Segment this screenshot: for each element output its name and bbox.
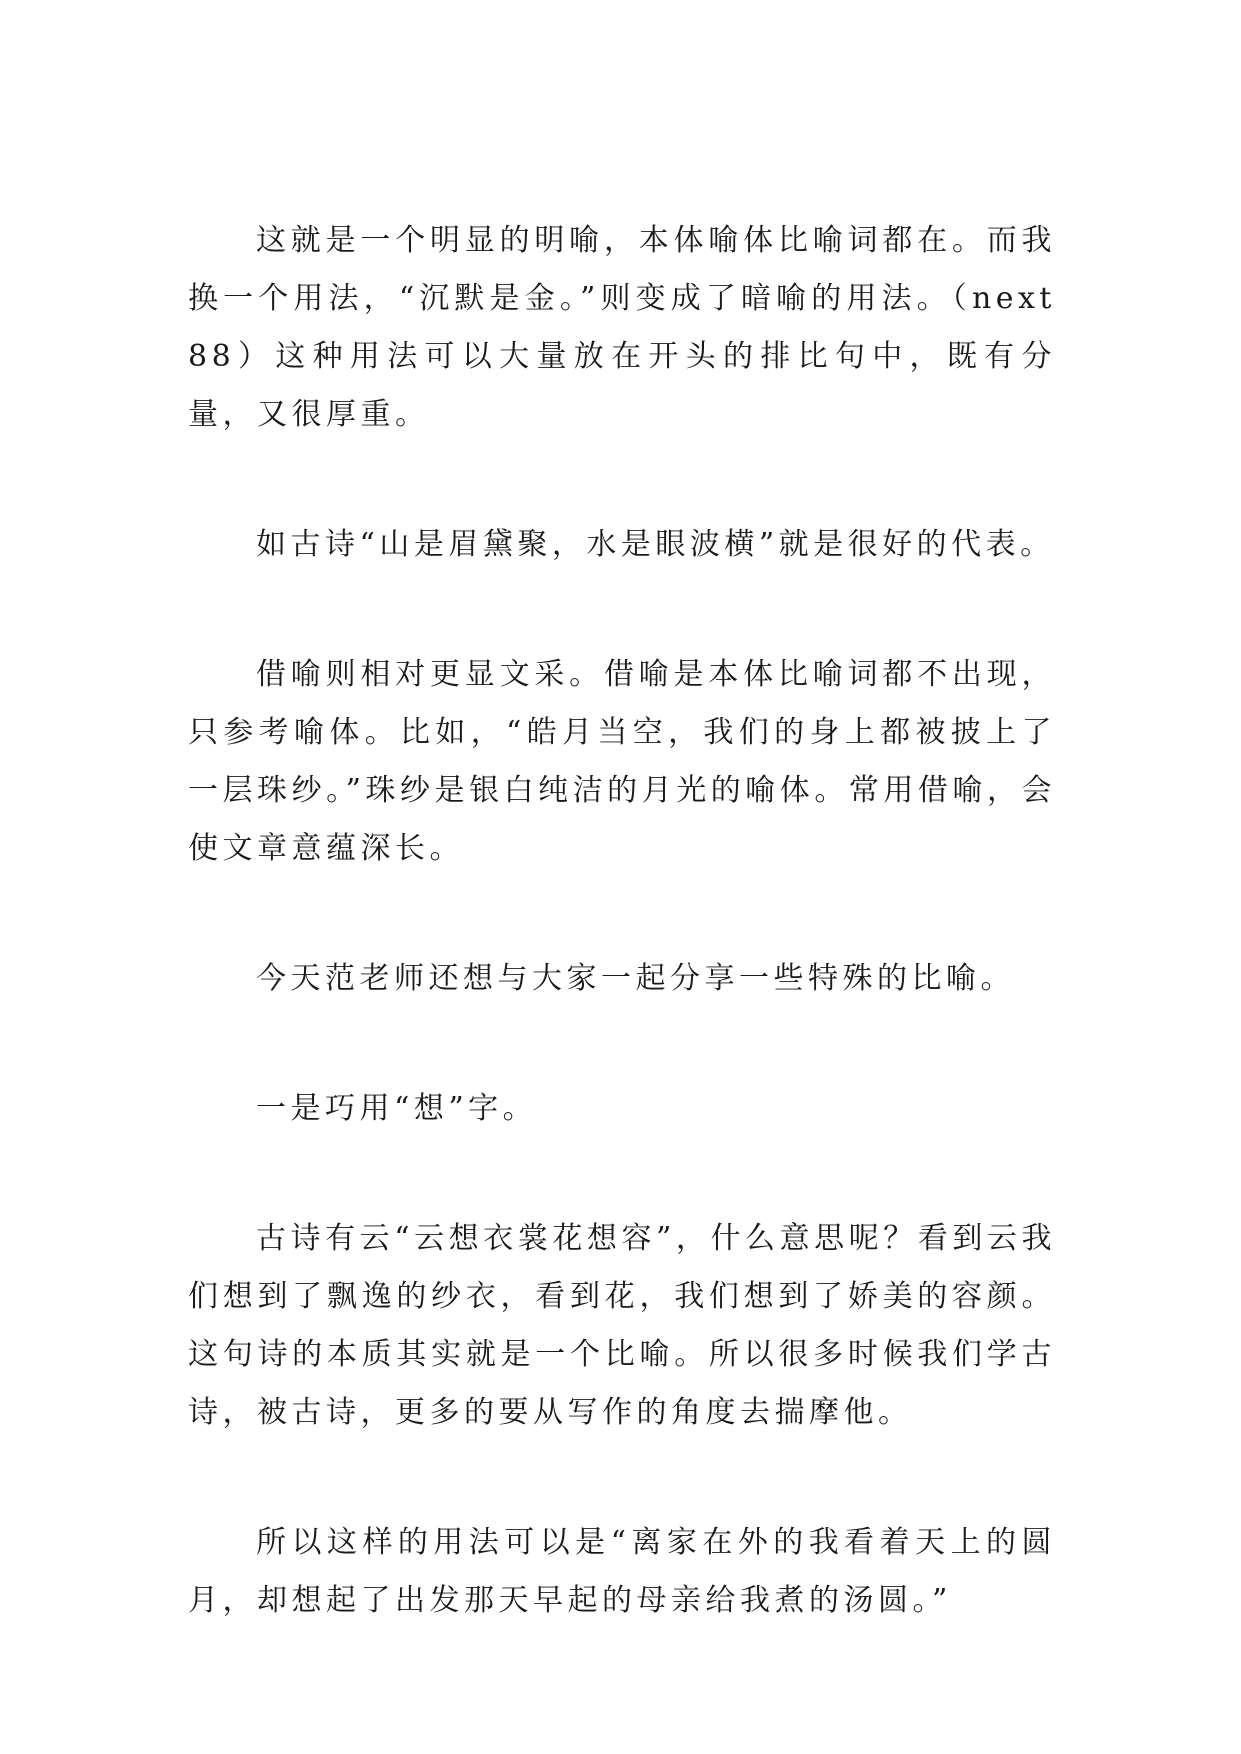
- paragraph-poem-example: 如古诗“山是眉黛聚，水是眼波横”就是很好的代表。: [256, 527, 1055, 562]
- paragraph-xiang-character: 一是巧用“想”字。: [256, 1091, 538, 1126]
- paragraph-ancient-poem: 古诗有云“云想衣裳花想容”，什么意思呢？看到云我们想到了飘逸的纱衣，看到花，我们想到了娇美的容颜。这句诗的本质其实就是一个比喻。所以很多时候我们学古诗，被古诗，更多的要从写作的角度去揣摩他。: [188, 1221, 1056, 1430]
- paragraph-usage-example: 所以这样的用法可以是“离家在外的我看着天上的圆月，却想起了出发那天早起的母亲给我煮的汤圆。”: [188, 1525, 1056, 1618]
- paragraph-metaphor-types: 这就是一个明显的明喻，本体喻体比喻词都在。而我换一个用法，“沉默是金。”则变成了暗喻的用法。（next88）这种用法可以大量放在开头的排比句中，既有分量，又很厚重。: [188, 223, 1056, 432]
- document-body: [188, 212, 1056, 1702]
- paragraph-special-metaphors: 今天范老师还想与大家一起分享一些特殊的比喻。: [256, 961, 1015, 996]
- paragraph-jieyu: 借喻则相对更显文采。借喻是本体比喻词都不出现，只参考喻体。比如，“皓月当空，我们的身上都被披上了一层珠纱。”珠纱是银白纯洁的月光的喻体。常用借喻，会使文章意蕴深长。: [188, 657, 1056, 866]
